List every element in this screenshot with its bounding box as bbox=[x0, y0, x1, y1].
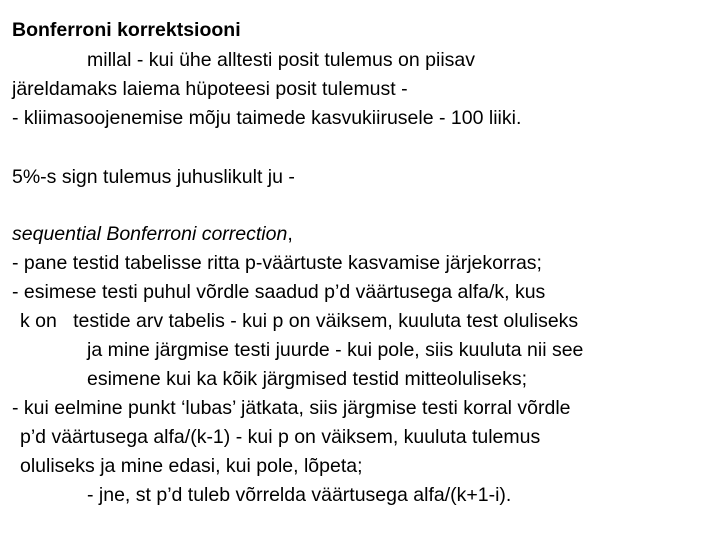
procedure-line-8: oluliseks ja mine edasi, kui pole, lõpeta; bbox=[20, 455, 363, 477]
intro-line-1: millal - kui ühe alltesti posit tulemus on piisav bbox=[87, 49, 476, 71]
procedure-line-2: - esimese testi puhul võrdle saadud p’d väärtusega alfa/k, kus bbox=[12, 281, 546, 303]
intro-line-3: - kliimasoojenemise mõju taimede kasvukiirusele - 100 liiki. bbox=[12, 107, 522, 129]
sequential-term: sequential Bonferroni correction bbox=[12, 223, 288, 245]
procedure-line-1: - pane testid tabelisse ritta p-väärtuste kasvamise järjekorras; bbox=[12, 252, 542, 274]
procedure-line-5: esimene kui ka kõik järgmised testid mitteoluliseks; bbox=[87, 368, 528, 390]
procedure-line-4: ja mine järgmise testi juurde - kui pole, siis kuuluta nii see bbox=[87, 339, 584, 361]
sequential-heading bbox=[12, 222, 293, 246]
procedure-line-7: p’d väärtusega alfa/(k-1) - kui p on väiksem, kuuluta tulemus bbox=[20, 426, 541, 448]
slide-title: Bonferroni korrektsiooni bbox=[12, 19, 241, 41]
procedure-line-6: - kui eelmine punkt ‘lubas’ jätkata, siis järgmise testi korral võrdle bbox=[12, 397, 571, 419]
significance-note: 5%-s sign tulemus juhuslikult ju - bbox=[12, 166, 295, 188]
procedure-line-9: - jne, st p’d tuleb võrrelda väärtusega alfa/(k+1-i). bbox=[87, 484, 512, 506]
intro-line-2: järeldamaks laiema hüpoteesi posit tulemust - bbox=[12, 78, 408, 100]
sequential-term-suffix: , bbox=[287, 223, 293, 245]
procedure-line-3: k on testide arv tabelis - kui p on väiksem, kuuluta test oluliseks bbox=[20, 310, 579, 332]
